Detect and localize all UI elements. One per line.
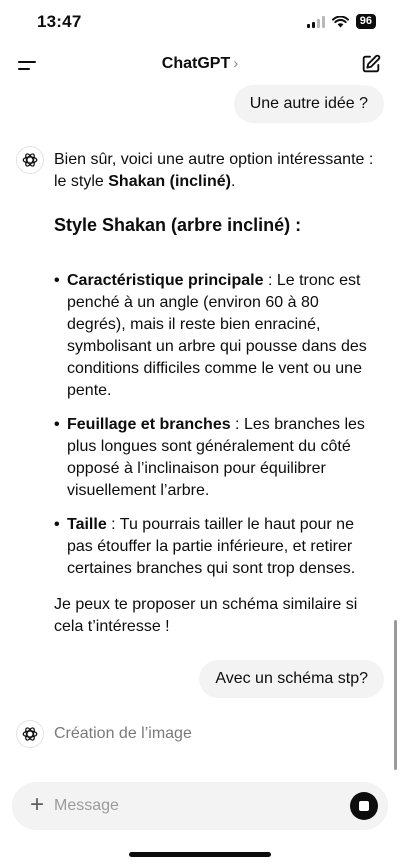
bullet-text: : Les branches les plus longues sont généralement du côté opposé à l’inclinaison pour équilibrer visuellement l’arbre. — [67, 416, 365, 499]
image-generation-status: Création de l’image — [54, 725, 192, 742]
wifi-icon — [332, 16, 349, 28]
user-message[interactable]: Avec un schéma stp? — [199, 660, 384, 698]
bullet-label: Feuillage et branches — [67, 416, 231, 433]
intro-text: Bien sûr, voici une autre option intéressante : le style — [54, 151, 374, 190]
bullet-label: Caractéristique principale — [67, 272, 264, 289]
style-heading: Style Shakan (arbre incliné) : — [54, 215, 302, 235]
stop-icon[interactable] — [350, 792, 378, 820]
status-icons — [307, 14, 376, 29]
status-bar — [0, 0, 400, 44]
bullet-list — [54, 270, 374, 592]
list-item — [54, 414, 374, 502]
scrollbar[interactable] — [394, 620, 397, 770]
intro-bold: Shakan (incliné) — [108, 173, 231, 190]
status-time: 13:47 — [37, 12, 82, 31]
home-indicator — [129, 852, 271, 857]
bullet-text: : Tu pourrais tailler le haut pour ne pas étouffer la partie inférieure, et retirer certaines branches qui sont trop denses. — [67, 516, 356, 577]
app-header — [0, 44, 400, 86]
user-message[interactable]: Une autre idée ? — [234, 85, 384, 123]
cellular-signal-icon — [307, 16, 325, 28]
battery-indicator: 96 — [356, 14, 376, 29]
chevron-right-icon: › — [233, 55, 239, 72]
app-title: ChatGPT — [161, 55, 231, 72]
plus-icon[interactable]: + — [29, 791, 44, 818]
bullet-label: Taille — [67, 516, 107, 533]
assistant-outro: Je peux te proposer un schéma similaire si cela t’intéresse ! — [54, 596, 358, 635]
list-item — [54, 270, 374, 402]
intro-end: . — [230, 173, 236, 190]
list-item — [54, 514, 374, 580]
message-composer — [12, 782, 388, 830]
model-selector[interactable] — [0, 55, 400, 73]
bullet-text: : Le tronc est penché à un angle (environ 60 à 80 degrés), mais il reste bien enraciné, symbolisant un arbre qui pousse dans des conditions difficiles comme le vent ou une pente. — [67, 272, 367, 399]
message-input[interactable] — [54, 790, 314, 822]
openai-logo-icon — [16, 720, 44, 748]
assistant-intro — [54, 149, 374, 193]
openai-logo-icon — [16, 146, 44, 174]
new-chat-icon[interactable] — [360, 53, 382, 75]
